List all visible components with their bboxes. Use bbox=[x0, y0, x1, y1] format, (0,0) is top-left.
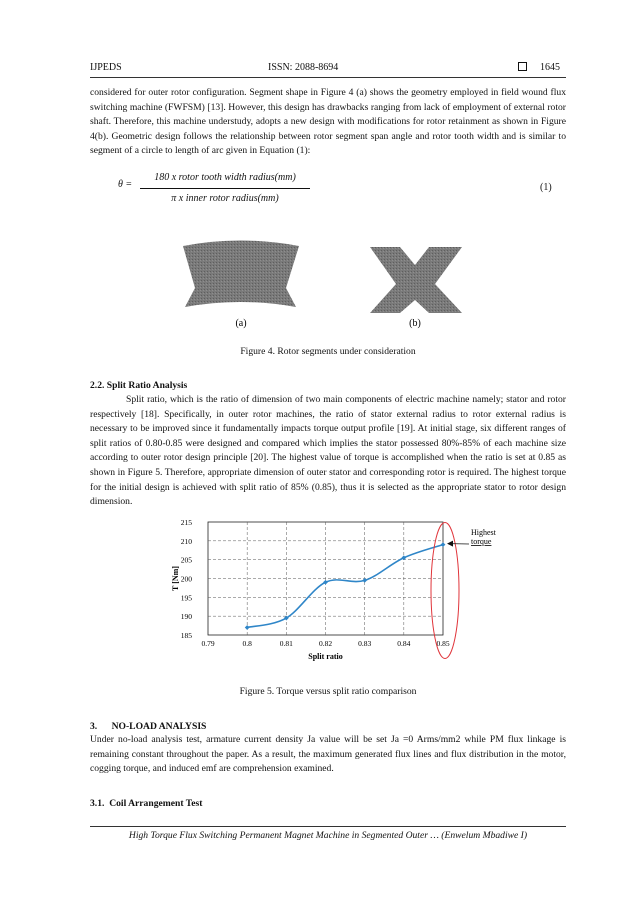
section-3-paragraph: Under no-load analysis test, armature current density Ja value will be set Ja =0 Arms/mm2 while PM flux linkage is remaining constant throughout the paper. As a result, the maximum generated flux lines and flux distribution in the motor, cogging torque, and induced emf are comprehension examined. bbox=[90, 734, 566, 775]
y-tick-label: 210 bbox=[180, 536, 192, 546]
figure-4 bbox=[165, 235, 485, 360]
equation-fraction-bar bbox=[140, 188, 310, 189]
intro-paragraph: considered for outer rotor configuration. Segment shape in Figure 4 (a) shows the geometry employed in field wound flux switching machine (FWFSM) [13]. However, this design has drawbacks ranging from lack of employment of external rotor shaft. Therefore, this machine understudy, adopts a new design with modifications for rotor retainment as shown in Figure 4(b). Geometric design follows the relationship between rotor segment span angle and rotor tooth width and is similar to segment of a circle to length of arc given in Equation (1): bbox=[90, 87, 566, 157]
journal-name: IJPEDS bbox=[90, 62, 122, 73]
section-3-1-heading: 3.1. Coil Arrangement Test bbox=[90, 798, 203, 809]
x-tick-label: 0.84 bbox=[397, 639, 411, 648]
x-tick-label: 0.83 bbox=[358, 639, 372, 648]
section-2-2-heading: 2.2. Split Ratio Analysis bbox=[90, 380, 188, 391]
footer-text: High Torque Flux Switching Permanent Magnet Machine in Segmented Outer … (Enwelum Mbadiwe I) bbox=[128, 830, 528, 841]
equation-lhs: θ = bbox=[118, 179, 133, 190]
rotor-segment-a bbox=[183, 241, 299, 308]
equation-denominator: π x inner rotor radius(mm) bbox=[171, 193, 279, 204]
figure-5-caption: Figure 5. Torque versus split ratio comparison bbox=[239, 686, 417, 697]
x-tick-label: 0.81 bbox=[279, 639, 293, 648]
annotation-label-line2: torque bbox=[471, 537, 492, 546]
page-number: 1645 bbox=[540, 62, 560, 73]
y-tick-label: 215 bbox=[180, 518, 192, 527]
section-3-heading: 3. NO-LOAD ANALYSIS bbox=[90, 721, 207, 732]
header-rule bbox=[90, 77, 566, 78]
figure-5-chart bbox=[160, 515, 500, 675]
equation-numerator: 180 x rotor tooth width radius(mm) bbox=[154, 172, 296, 183]
y-tick-label: 190 bbox=[180, 612, 192, 622]
y-axis-label: T [Nm] bbox=[171, 566, 180, 591]
data-point bbox=[362, 578, 367, 583]
issn: ISSN: 2088-8694 bbox=[268, 62, 339, 73]
x-tick-label: 0.82 bbox=[318, 639, 333, 648]
data-point bbox=[441, 542, 446, 547]
y-tick-label: 205 bbox=[180, 555, 192, 565]
x-axis-label: Split ratio bbox=[308, 652, 343, 661]
x-tick-label: 0.8 bbox=[242, 639, 252, 648]
y-tick-label: 200 bbox=[180, 574, 192, 584]
x-tick-label: 0.79 bbox=[201, 639, 215, 648]
section-2-2-paragraph: Split ratio, which is the ratio of dimension of two main components of electric machine namely; stator and rotor respectively [18]. Specifically, in outer rotor machines, the ratio of stator external radius to rotor external radius is necessary to be improved since it fundamentally impacts torque output profile [19]. At initial stage, six different ranges of split ratios of 0.80-0.85 were designed and compared which implies the stator possessed 80%-85% of each machine size according to outer rotor design principle [20]. The highest value of torque is accomplished when the ratio is set at 0.85 as shown in Figure 5. Therefore, appropriate dimension of outer stator and corresponding rotor is required. The highest torque for the initial design is achieved with split ratio of 85% (0.85), thus it is selected as the appropriate stator to rotor design dimension. bbox=[90, 394, 566, 508]
data-point bbox=[245, 625, 250, 630]
footer-rule bbox=[90, 826, 566, 827]
equation-number: (1) bbox=[540, 182, 552, 193]
checkbox-icon bbox=[518, 62, 527, 73]
annotation-arrow-head bbox=[447, 541, 453, 547]
figure-4-label-a: (a) bbox=[235, 318, 247, 329]
figure-4-label-b: (b) bbox=[409, 318, 421, 329]
y-tick-label: 195 bbox=[180, 593, 192, 603]
annotation-label-line1: Highest bbox=[471, 528, 496, 537]
y-tick-label: 185 bbox=[180, 631, 192, 640]
x-tick-label: 0.85 bbox=[436, 639, 450, 648]
rotor-segment-b bbox=[370, 247, 462, 313]
figure-4-caption: Figure 4. Rotor segments under consideration bbox=[240, 346, 416, 357]
torque-series-line bbox=[247, 545, 443, 628]
